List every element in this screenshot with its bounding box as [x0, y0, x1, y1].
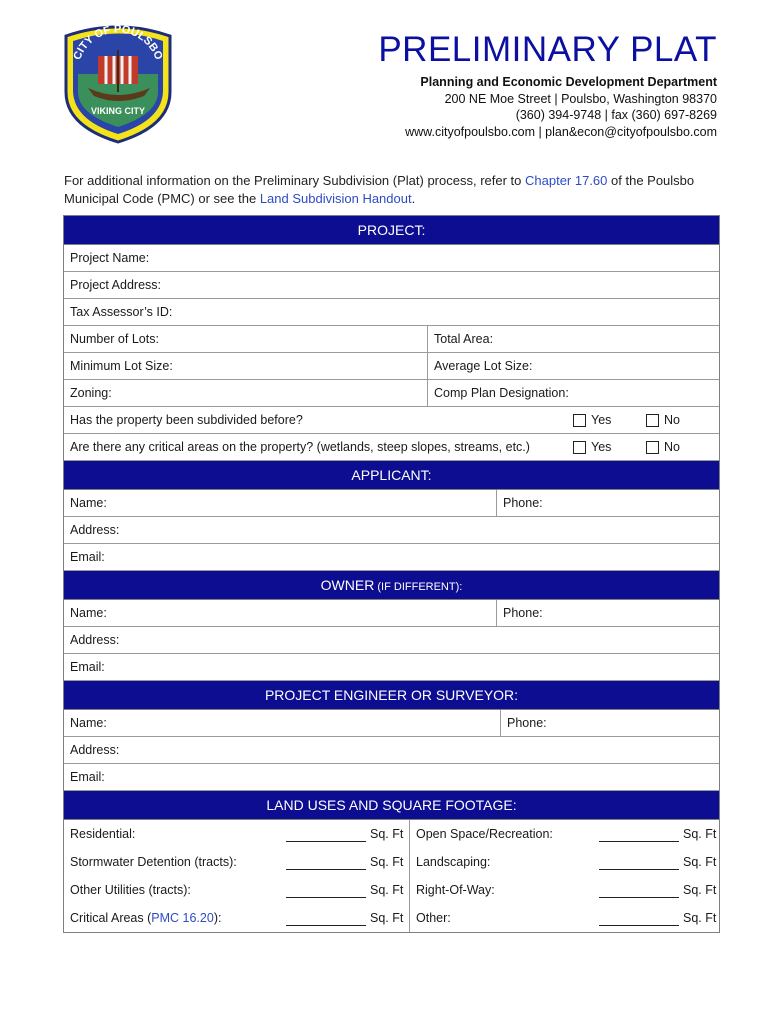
- no-label: No: [664, 413, 680, 427]
- owner-section-heading: [64, 571, 719, 600]
- land-row-3: [64, 876, 719, 904]
- intro-text: of the Poulsbo Municipal Code (PMC) or see the: [64, 173, 695, 206]
- comp-plan-designation-label: Comp Plan Designation:: [434, 386, 569, 400]
- engineer-email-field[interactable]: [64, 764, 719, 791]
- critical-areas-input[interactable]: [286, 910, 366, 926]
- owner-email-field[interactable]: [64, 654, 719, 681]
- name-label: Name:: [70, 606, 107, 620]
- land-row-2: [64, 848, 719, 876]
- number-of-lots-field[interactable]: [64, 326, 427, 352]
- address-label: Address:: [70, 633, 120, 647]
- sq-ft-unit: Sq. Ft: [683, 827, 717, 841]
- engineer-name-field[interactable]: [64, 710, 500, 736]
- total-area-label: Total Area:: [434, 332, 494, 346]
- sq-ft-unit: Sq. Ft: [370, 827, 404, 841]
- average-lot-size-label: Average Lot Size:: [434, 359, 533, 373]
- lots-row: [64, 326, 719, 353]
- name-label: Name:: [70, 716, 107, 730]
- engineer-name-row: [64, 710, 719, 737]
- landscaping-label: Landscaping:: [409, 848, 599, 876]
- contact-block: [405, 74, 717, 140]
- email-label: Email:: [70, 770, 105, 784]
- zoning-label: Zoning:: [70, 386, 112, 400]
- sq-ft-unit: Sq. Ft: [683, 855, 717, 869]
- subdivided-no-option[interactable]: [646, 407, 719, 433]
- zoning-field[interactable]: [64, 380, 427, 406]
- stormwater-label: Stormwater Detention (tracts):: [70, 855, 237, 869]
- owner-heading-text: OWNER: [320, 577, 375, 593]
- land-row-4: [64, 904, 719, 932]
- average-lot-size-field[interactable]: [427, 353, 719, 379]
- minimum-lot-size-field[interactable]: [64, 353, 427, 379]
- no-label: No: [664, 440, 680, 454]
- address-label: Address:: [70, 743, 120, 757]
- critical-areas-label: [64, 904, 286, 932]
- critical-areas-yes-option[interactable]: [573, 434, 646, 460]
- right-of-way-label: Right-Of-Way:: [409, 876, 599, 904]
- zoning-row: [64, 380, 719, 407]
- owner-address-field[interactable]: [64, 627, 719, 654]
- number-of-lots-label: Number of Lots:: [70, 332, 159, 346]
- critical-areas-question-label: Are there any critical areas on the property? (wetlands, steep slopes, streams, etc.): [70, 440, 530, 454]
- residential-label: Residential:: [70, 827, 136, 841]
- checkbox-yes[interactable]: [573, 441, 586, 454]
- email-label: Email:: [70, 550, 105, 564]
- sq-ft-unit: Sq. Ft: [683, 883, 717, 897]
- applicant-name-row: [64, 490, 719, 517]
- web-email: www.cityofpoulsbo.com | plan&econ@cityofpoulsbo.com: [405, 124, 717, 139]
- lot-size-row: [64, 353, 719, 380]
- landscaping-input[interactable]: [599, 854, 679, 870]
- other-label: Other:: [409, 904, 599, 932]
- land-uses-section-heading: LAND USES AND SQUARE FOOTAGE:: [64, 791, 719, 820]
- subdivided-question-label: Has the property been subdivided before?: [70, 413, 303, 427]
- chapter-17-60-link[interactable]: Chapter 17.60: [525, 173, 608, 188]
- stormwater-input[interactable]: [286, 854, 366, 870]
- owner-phone-field[interactable]: [496, 600, 719, 626]
- engineer-phone-field[interactable]: [500, 710, 719, 736]
- pmc-16-20-link[interactable]: PMC 16.20: [151, 911, 214, 925]
- engineer-section-heading: PROJECT ENGINEER OR SURVEYOR:: [64, 681, 719, 710]
- subdivided-options: [573, 407, 719, 433]
- department-name: Planning and Economic Development Department: [420, 75, 717, 89]
- city-of-poulsbo-logo: [58, 22, 178, 144]
- email-label: Email:: [70, 660, 105, 674]
- checkbox-no[interactable]: [646, 414, 659, 427]
- subdivided-yes-option[interactable]: [573, 407, 646, 433]
- checkbox-yes[interactable]: [573, 414, 586, 427]
- minimum-lot-size-label: Minimum Lot Size:: [70, 359, 173, 373]
- land-row-1: [64, 820, 719, 848]
- critical-areas-text: Critical Areas (: [70, 911, 152, 925]
- applicant-email-field[interactable]: [64, 544, 719, 571]
- critical-areas-no-option[interactable]: [646, 434, 719, 460]
- applicant-address-field[interactable]: [64, 517, 719, 544]
- tax-assessor-id-label: Tax Assessor’s ID:: [70, 305, 173, 319]
- land-uses-table: [64, 820, 719, 932]
- project-address-label: Project Address:: [70, 278, 162, 292]
- comp-plan-designation-field[interactable]: [427, 380, 719, 406]
- logo-bottom-text: VIKING CITY: [90, 106, 146, 116]
- project-name-field[interactable]: [64, 245, 719, 272]
- owner-name-row: [64, 600, 719, 627]
- applicant-section-heading: APPLICANT:: [64, 461, 719, 490]
- sq-ft-unit: Sq. Ft: [370, 911, 404, 925]
- sq-ft-unit: Sq. Ft: [683, 911, 717, 925]
- sq-ft-unit: Sq. Ft: [370, 855, 404, 869]
- mailing-address: 200 NE Moe Street | Poulsbo, Washington 98370: [444, 91, 717, 106]
- phone-label: Phone:: [503, 496, 543, 510]
- tax-assessor-id-field[interactable]: [64, 299, 719, 326]
- owner-name-field[interactable]: [64, 600, 496, 626]
- engineer-address-field[interactable]: [64, 737, 719, 764]
- intro-text: .: [411, 191, 416, 206]
- logo-top-text: CITY OF POULSBO: [71, 23, 165, 62]
- applicant-phone-field[interactable]: [496, 490, 719, 516]
- phone-fax: (360) 394-9748 | fax (360) 697-8269: [515, 108, 717, 122]
- yes-label: Yes: [591, 440, 612, 454]
- application-form: [63, 215, 720, 933]
- project-address-field[interactable]: [64, 272, 719, 299]
- address-label: Address:: [70, 523, 120, 537]
- right-of-way-input[interactable]: [599, 882, 679, 898]
- open-space-label: Open Space/Recreation:: [409, 820, 599, 848]
- other-utilities-label: Other Utilities (tracts):: [70, 883, 191, 897]
- intro-paragraph: [64, 172, 722, 208]
- project-section-heading: PROJECT:: [64, 216, 719, 245]
- subdivided-question-row: [64, 407, 719, 434]
- applicant-name-field[interactable]: [64, 490, 496, 516]
- other-input[interactable]: [599, 910, 679, 926]
- checkbox-no[interactable]: [646, 441, 659, 454]
- sq-ft-unit: Sq. Ft: [370, 883, 404, 897]
- land-subdivision-handout-link[interactable]: Land Subdivision Handout: [259, 191, 412, 206]
- open-space-input[interactable]: [599, 826, 679, 842]
- owner-heading-note: (IF DIFFERENT):: [374, 581, 463, 593]
- yes-label: Yes: [591, 413, 612, 427]
- critical-areas-options: [573, 434, 719, 460]
- intro-text: For additional information on the Preliminary Subdivision (Plat) process, refer to: [64, 173, 525, 188]
- residential-input[interactable]: [286, 826, 366, 842]
- project-name-label: Project Name:: [70, 251, 150, 265]
- phone-label: Phone:: [507, 716, 547, 730]
- page-title: PRELIMINARY PLAT: [378, 30, 717, 69]
- critical-areas-text: ):: [213, 911, 222, 925]
- other-utilities-input[interactable]: [286, 882, 366, 898]
- total-area-field[interactable]: [427, 326, 719, 352]
- name-label: Name:: [70, 496, 107, 510]
- phone-label: Phone:: [503, 606, 543, 620]
- critical-areas-question-row: [64, 434, 719, 461]
